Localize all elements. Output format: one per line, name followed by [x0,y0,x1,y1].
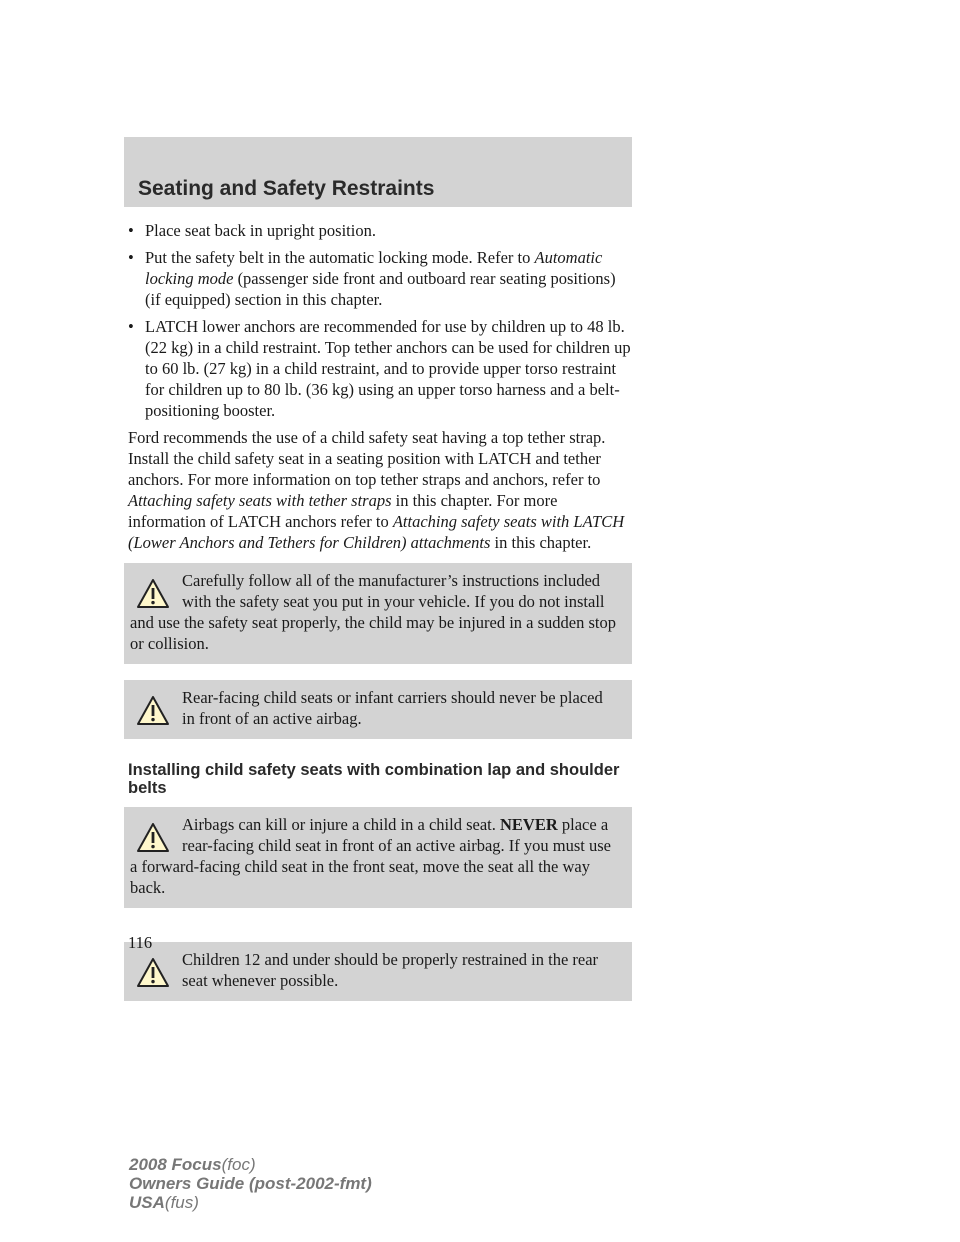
warning-triangle-icon [136,957,170,991]
subheading: Installing child safety seats with combination lap and shoulder belts [128,761,620,797]
section-title: Seating and Safety Restraints [138,177,435,200]
warning-box [124,563,632,664]
cross-reference: Automatic locking mode [145,248,603,288]
warning-box [124,680,632,739]
list-item: • Put the safety belt in the automatic locking mode. Refer to Automatic locking mode (passenger side front and outboard rear seating positions) (if equipped) section in this chapter. [128,248,616,309]
warning-triangle-icon [136,822,170,856]
bullet-icon: • [128,317,134,336]
cross-reference: Attaching safety seats with LATCH (Lower Anchors and Tethers for Children) attachments [128,512,625,552]
cross-reference: Attaching safety seats with tether straps [128,491,392,510]
page-content [128,220,632,1017]
instruction-list [128,220,632,421]
footer-line: USA(fus) [129,1193,199,1212]
warning-text: Airbags can kill or injure a child in a child seat. NEVER place a rear-facing child seat in front of an active airbag. If you must use a forward-facing child seat in the front seat, move the seat all the way back. [130,815,611,897]
warning-text: Rear-facing child seats or infant carriers should never be placed in front of an active airbag. [182,688,603,728]
section-header [124,137,632,207]
warning-box [124,942,632,1001]
warning-triangle-icon [136,695,170,729]
warning-text: Children 12 and under should be properly restrained in the rear seat whenever possible. [182,950,599,990]
bullet-icon: • [128,221,134,240]
body-paragraph: Ford recommends the use of a child safety seat having a top tether strap. Install the child safety seat in a seating position with LATCH and tether anchors. For more information on top tether straps and anchors, refer to Attaching safety seats with tether straps in this chapter. For more information of LATCH anchors refer to Attaching safety seats with LATCH (Lower Anchors and Tethers for Children) attachments in this chapter. [128,428,625,552]
warning-box [124,807,632,908]
bullet-icon: • [128,248,134,267]
warning-triangle-icon [136,578,170,612]
emphasis-never: NEVER [500,815,558,834]
page-number: 116 [128,933,153,952]
footer-line: 2008 Focus(foc) [129,1155,256,1174]
list-item: • Place seat back in upright position. [128,221,376,240]
document-footer [129,1155,372,1212]
footer-line: Owners Guide (post-2002-fmt) [129,1174,372,1193]
list-item: • LATCH lower anchors are recommended for use by children up to 48 lb. (22 kg) in a child restraint. Top tether anchors can be used for children up to 60 lb. (27 kg) in a child restraint, and to provide upper torso restraint for children up to 80 lb. (36 kg) using an upper torso harness and a belt-positioning booster. [128,317,631,420]
warning-text: Carefully follow all of the manufacturer’s instructions included with the safety seat you put in your vehicle. If you do not install and use the safety seat properly, the child may be injured in a sudden stop or collision. [130,571,617,653]
